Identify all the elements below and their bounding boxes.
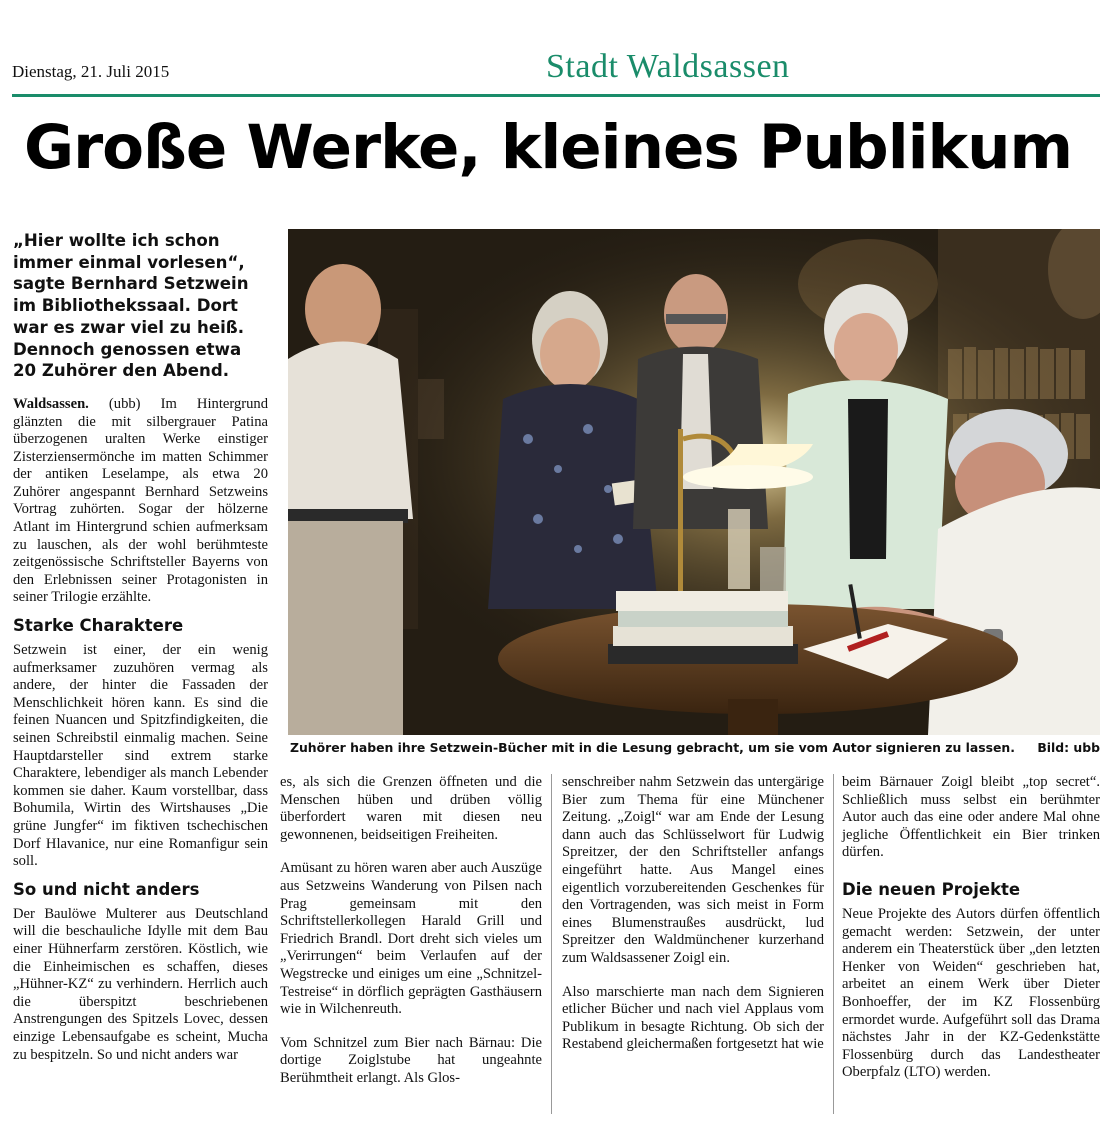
paragraph-signieren: Also marschierte man nach dem Signieren etlicher Bücher und nach viel Applaus vom Publikum in besagte Richtung. Ob sich der Restabend gleichermaßen fortgesetzt hat wie [562, 983, 824, 1053]
paragraph-schnitzel: Vom Schnitzel zum Bier nach Bärnau: Die dortige Zoiglstube hat ungeahnte Berühmtheit erlangt. Als Glos- [280, 1034, 542, 1086]
paragraph-baulowe: Der Baulöwe Multerer aus Deutschland will die beschauliche Idylle mit dem Bau einer Hühnerfarm zerstören. Köstlich, wie die Einheimischen es schaffen, dieses „Hühner-KZ“ zu verhindern. Herrlich auch die überspitzt beschriebenen Anstrengungen des Spitzels Lovec, dessen einzige Lebensaufgabe es scheint, Mucha zu bespitzeln. So und nicht anders war [13, 905, 268, 1063]
article-column-2 [280, 774, 542, 1088]
article-lead: „Hier wollte ich schon immer einmal vorlesen“, sagte Bernhard Setzwein im Bibliothekssaal. Dort war es zwar viel zu heiß. Dennoch genossen etwa 20 Zuhörer den Abend. [13, 231, 249, 381]
article-headline: Große Werke, kleines Publikum [24, 112, 1073, 183]
photo-illustration [288, 229, 1100, 735]
paragraph-zoigl: senschreiber nahm Setzwein das untergärige Bier zum Thema für eine Münchener Zeitung. „Zoigl“ war am Ende der Lesung dann auch das Schlüsselwort für Ludwig Spreitzer, der den Schriftsteller anfangs eingeführt hatte. Aus Mangel eines eigentlich vorzubereitenden Geschenkes für den Vortragenden, was sich meist in Form eines Blumenstraußes ausdrückt, lud Spreitzer den Waldmünchener kurzerhand zum Waldsassener Zoigl ein. [562, 774, 824, 966]
article-column-1 [13, 230, 268, 1064]
intro-text: (ubb) Im Hintergrund glänzten die mit silbergrauer Patina überzogenen uralten Werke einstiger Zisterziensermönche im matten Schimmer der antiken Leselampe, als etwa 20 Zuhörer angespannt Bernhard Setzweins Vortrag zuhörten. Sogar der hölzerne Atlant im Hintergrund schien aufmerksam zu lauschen, als der wohl berühmteste zeitgenössische Schriftsteller Bayerns von den Erlebnissen seiner Protagonisten in seiner Trilogie erzählte. [13, 395, 268, 606]
photo-credit: Bild: ubb [1037, 740, 1100, 755]
article-column-4 [842, 774, 1100, 1082]
issue-date: Dienstag, 21. Juli 2015 [12, 62, 170, 81]
subhead-starke-charaktere: Starke Charaktere [13, 616, 184, 636]
paragraph-wanderung: Amüsant zu hören waren aber auch Auszüge aus Setzweins Wanderung von Pilsen nach Prag gemeinsam mit den Schriftstellerkollegen Harald Grill und Friedrich Brandl. Dort dreht sich vieles um „Verirrungen“ beim Verlaufen auf der Wegstrecke und einiges um eine „Schnitzel-Testreise“ in dörflich geprägten Gasthäusern wie in Wilchenreuth. [280, 860, 542, 1018]
article-photo [288, 229, 1100, 735]
paragraph-projekte: Neue Projekte des Autors dürfen öffentlich gemacht werden: Setzwein, der unter anderem ein Theaterstück über „den letzten Henker von Weiden“ geschrieben hat, arbeitet an einem Werk über Dieter Bonhoeffer, der im KZ Flossenbürg ermordet wurde. Aufgeführt soll das Drama nächstes Jahr in der KZ-Gedenkstätte Flossenbürg durch das Landestheater Oberpfalz (LTO) werden. [842, 905, 1100, 1081]
caption-text: Zuhörer haben ihre Setzwein-Bücher mit in die Lesung gebracht, um sie vom Autor signieren zu lassen. [290, 740, 1015, 755]
article-column-3 [562, 774, 824, 1054]
paragraph-top-secret: beim Bärnauer Zoigl bleibt „top secret“. Schließlich muss selbst ein berühmter Autor auch das eine oder andere Mal ohne jegliche Öffentlichkeit ein Bier trinken dürfen. [842, 774, 1100, 861]
article-intro [13, 396, 268, 607]
subhead-neue-projekte: Die neuen Projekte [842, 879, 1021, 899]
photo-caption [290, 740, 1100, 755]
page-header [12, 40, 1100, 100]
paragraph-charaktere: Setzwein ist einer, der ein wenig aufmerksamer zuzuhören vermag als andere, der hinter die Fassaden der Menschlichkeit hören kann. Es sind die feinen Nuancen und Spitzfindigkeiten, die seinen Schreibstil einmalig machen. Seine Hauptdarsteller sind extrem starke Charaktere, lebendiger als manch Lebender kommen sie daher. Kaum vorstellbar, dass Bohumila, Wirtin des Wirtshauses „Die grüne Jungfer“ im fiktiven tschechischen Dorf Hlavanice, nur eine Romanfigur sein soll. [13, 642, 268, 870]
dateline: Waldsassen. [13, 395, 89, 412]
section-title: Stadt Waldsassen [546, 48, 790, 85]
header-divider [12, 94, 1100, 97]
paragraph-grenzen: es, als sich die Grenzen öffneten und die Menschen hüben und drüben völlig überfordert waren mit diesen neu gewonnenen, beidseitigen Freiheiten. [280, 774, 542, 843]
column-divider [833, 774, 834, 1114]
subhead-so-und-nicht-anders: So und nicht anders [13, 879, 200, 899]
column-divider [551, 774, 552, 1114]
